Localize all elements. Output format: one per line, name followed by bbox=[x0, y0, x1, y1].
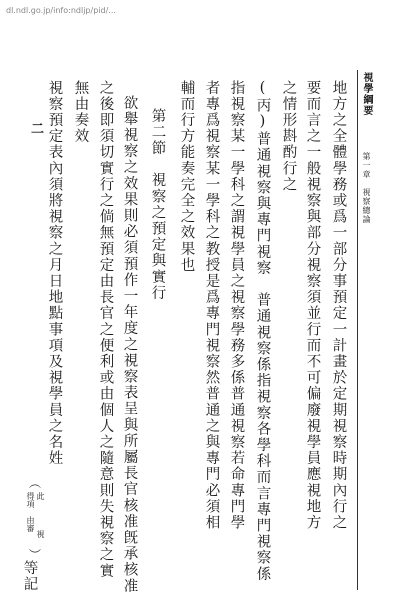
text-column: 者專爲視察某一學科之教授是爲專門視察然普通之與專門必須相 bbox=[203, 80, 220, 531]
section-heading: 第二節 視察之預定與實行 bbox=[149, 108, 166, 302]
note-line: 由審 bbox=[26, 516, 35, 532]
text-column: (丙)普通視察與專門視察 普通視察係指視察各學科而言專門視察係 bbox=[254, 80, 271, 583]
note-line: 視 bbox=[36, 530, 45, 538]
text-column: 之情形斟酌行之 bbox=[280, 80, 297, 193]
page-number: 二 bbox=[31, 122, 45, 137]
watermark: dl.ndl.go.jp/info:ndljp/pid/... bbox=[6, 6, 116, 15]
chapter-heading: 第一章 視察總論 bbox=[362, 152, 371, 224]
text-column: 地方之全體學務或爲一部分事預定一計畫於定期視察時期內行之 bbox=[330, 80, 347, 531]
text-column: 指視察某一學科之謂視學員之視察學務多係普通視察若命專門學 bbox=[228, 80, 245, 531]
text-column: 視察預定表內須將視察之月日地點事項及視學員之名姓 bbox=[46, 80, 63, 467]
note-line: 此 bbox=[36, 492, 45, 500]
text-column: 要而言之一般視察與部分視察須並行而不可偏廢視學員應視地方 bbox=[304, 80, 321, 531]
header-rule bbox=[357, 70, 358, 590]
text-column: 輔而行方能奏完全之效果也 bbox=[178, 80, 195, 274]
inline-note: ︵ 此 得項 由審 視 ︶ bbox=[26, 476, 45, 562]
text-column: 欲舉視察之效果則必須預作一年度之視察表呈與所屬長官核准旣承核准 bbox=[121, 95, 138, 595]
text-column: 之後即須切實行之倘無預定由長官之便利或由個人之隨意則失視察之實 bbox=[97, 80, 114, 580]
book-title: 視學綱要 bbox=[361, 72, 372, 116]
note-line: 得項 bbox=[26, 492, 35, 508]
text-column: 等記 bbox=[21, 560, 38, 593]
text-column: 無由奏效 bbox=[72, 80, 89, 145]
